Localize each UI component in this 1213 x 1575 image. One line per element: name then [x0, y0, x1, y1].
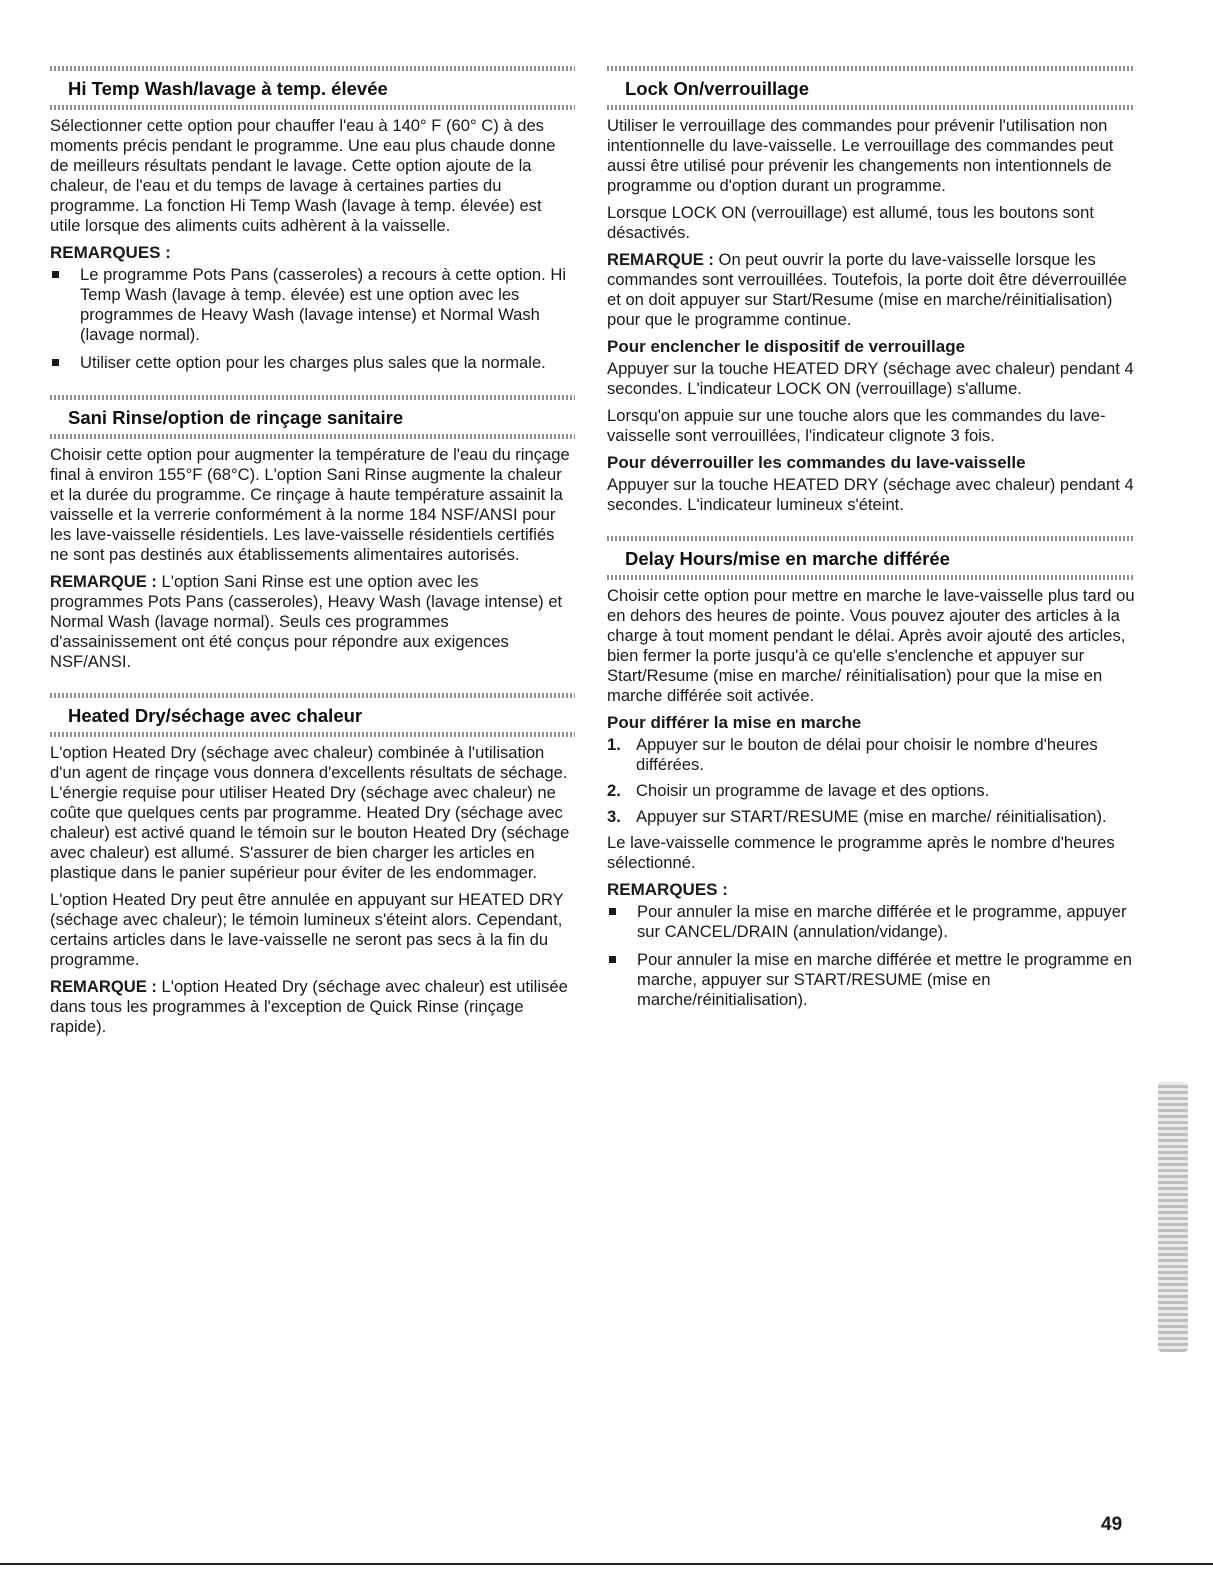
list-item	[607, 735, 1135, 775]
paragraph: Choisir cette option pour mettre en marche le lave-vaisselle plus tard ou en dehors des heures de pointe. Vous pouvez ajouter des articles à la charge à tout moment pendant le délai. Après avoir ajouté des articles, bien fermer la porte jusqu'à ce qu'elle s'enclenche et appuyer sur Start/Resume (mise en marche/ réinitialisation) pour que la mise en marche différée soit activée.	[607, 586, 1135, 705]
right-column	[607, 66, 1135, 1018]
paragraph: Appuyer sur la touche HEATED DRY (séchage avec chaleur) pendant 4 secondes. L'indicateur lumineux s'éteint.	[607, 475, 1134, 514]
list-item-text: Pour annuler la mise en marche différée et mettre le programme en marche, appuyer sur START/RESUME (mise en marche/réinitialisation).	[637, 950, 1132, 1009]
note-paragraph	[50, 977, 575, 1037]
list-item-text: Utiliser cette option pour les charges plus sales que la normale.	[80, 353, 546, 372]
note-text: L'option Sani Rinse est une option avec les programmes Pots Pans (casseroles), Heavy Wash (lavage intense) et Normal Wash (lavage normal). Seuls ces programmes d'assainissement ont été conçus pour répondre aux exigences NSF/ANSI.	[50, 572, 563, 671]
notes-heading: REMARQUES :	[50, 243, 171, 262]
list-item	[607, 807, 1135, 827]
section-rule-bottom	[607, 575, 1135, 580]
section-header-heated-dry	[50, 693, 575, 737]
paragraph: Appuyer sur la touche HEATED DRY (séchage avec chaleur) pendant 4 secondes. L'indicateur LOCK ON (verrouillage) s'allume.	[607, 359, 1134, 398]
notes-list	[50, 265, 575, 373]
section-rule-top	[50, 693, 575, 698]
section-rule-top	[607, 66, 1135, 71]
list-item-text: Pour annuler la mise en marche différée et le programme, appuyer sur CANCEL/DRAIN (annulation/vidange).	[637, 902, 1127, 941]
notes-heading: REMARQUES :	[607, 880, 728, 899]
section-rule-bottom	[50, 732, 575, 737]
list-item-text: Le programme Pots Pans (casseroles) a recours à cette option. Hi Temp Wash (lavage à temp. élevée) est une option avec les programmes de Heavy Wash (lavage intense) et Normal Wash (lavage normal).	[80, 265, 567, 344]
paragraph: Sélectionner cette option pour chauffer l'eau à 140° F (60° C) à des moments précis pendant le programme. Une eau plus chaude donne de meilleurs résultats pendant le lavage. Cette option ajoute de la chaleur, de l'eau et du temps de lavage à certaines parties du programme. La fonction Hi Temp Wash (lavage à temp. élevée) est utile lorsque des aliments cuits adhèrent à la vaisselle.	[50, 116, 556, 235]
subheading-delay: Pour différer la mise en marche	[607, 713, 862, 732]
step-number: 3.	[607, 807, 621, 826]
list-item	[607, 902, 1135, 942]
list-item	[607, 781, 1135, 801]
section-title: Heated Dry/séchage avec chaleur	[68, 705, 363, 726]
note-label: REMARQUE :	[607, 250, 714, 269]
step-number: 1.	[607, 735, 621, 754]
steps-list	[607, 735, 1135, 827]
list-item-text: Appuyer sur le bouton de délai pour choisir le nombre d'heures différées.	[636, 735, 1098, 774]
notes-list	[607, 902, 1135, 1010]
section-rule-top	[50, 66, 575, 71]
list-item-text: Choisir un programme de lavage et des options.	[636, 781, 990, 800]
section-header-hi-temp-wash	[50, 66, 575, 110]
list-item	[50, 353, 575, 373]
bullet-square-icon	[52, 271, 59, 278]
bullet-square-icon	[609, 956, 616, 963]
note-paragraph	[50, 572, 575, 672]
section-header-delay-hours	[607, 536, 1135, 580]
bullet-square-icon	[52, 359, 59, 366]
note-text: L'option Heated Dry (séchage avec chaleur) est utilisée dans tous les programmes à l'exception de Quick Rinse (rinçage rapide).	[50, 977, 568, 1036]
paragraph: Choisir cette option pour augmenter la température de l'eau du rinçage final à environ 155°F (68°C). L'option Sani Rinse augmente la chaleur et la durée du programme. Ce rinçage à haute température assainit la vaisselle et la verrerie conformément à la norme 184 NSF/ANSI pour les lave-vaisselle résidentiels. Les lave-vaisselle résidentiels certifiés ne sont pas destinés aux établissements alimentaires autorisés.	[50, 445, 570, 564]
paragraph: Le lave-vaisselle commence le programme après le nombre d'heures sélectionné.	[607, 833, 1115, 872]
section-title: Hi Temp Wash/lavage à temp. élevée	[68, 78, 388, 99]
step-number: 2.	[607, 781, 621, 800]
paragraph: Lorsqu'on appuie sur une touche alors que les commandes du lave-vaisselle sont verrouillées, l'indicateur clignote 3 fois.	[607, 406, 1106, 445]
list-item	[50, 265, 575, 345]
section-title: Sani Rinse/option de rinçage sanitaire	[68, 407, 404, 428]
subheading-unlock: Pour déverrouiller les commandes du lave-vaisselle	[607, 453, 1026, 472]
section-rule-bottom	[50, 105, 575, 110]
paragraph: Lorsque LOCK ON (verrouillage) est allumé, tous les boutons sont désactivés.	[607, 203, 1094, 242]
bullet-square-icon	[609, 908, 616, 915]
section-title: Lock On/verrouillage	[625, 78, 810, 99]
bottom-rule	[0, 1563, 1213, 1565]
list-item-text: Appuyer sur START/RESUME (mise en marche/ réinitialisation).	[636, 807, 1107, 826]
section-title: Delay Hours/mise en marche différée	[625, 548, 950, 569]
left-column	[50, 66, 575, 1044]
note-label: REMARQUE :	[50, 572, 157, 591]
note-paragraph	[607, 250, 1135, 330]
section-header-lock-on	[607, 66, 1135, 110]
paragraph: L'option Heated Dry peut être annulée en appuyant sur HEATED DRY (séchage avec chaleur); le témoin lumineux s'éteint alors. Cependant, certains articles dans le lave-vaisselle ne seront pas secs à la fin du programme.	[50, 890, 564, 969]
list-item	[607, 950, 1135, 1010]
scan-edge-mark	[1158, 1082, 1188, 1352]
section-rule-top	[607, 536, 1135, 541]
paragraph: Utiliser le verrouillage des commandes pour prévenir l'utilisation non intentionnelle du lave-vaisselle. Le verrouillage des commandes peut aussi être utilisé pour prévenir les changements non intentionnels de programme ou d'option durant un programme.	[607, 116, 1114, 195]
note-text: On peut ouvrir la porte du lave-vaisselle lorsque les commandes sont verrouillées. Toutefois, la porte doit être déverrouillée et on doit appuyer sur Start/Resume (mise en marche/réinitialisation) pour que le programme continue.	[607, 250, 1127, 329]
page-number: 49	[1101, 1514, 1123, 1535]
section-rule-top	[50, 395, 575, 400]
paragraph: L'option Heated Dry (séchage avec chaleur) combinée à l'utilisation d'un agent de rinçage vous donnera d'excellents résultats de séchage. L'énergie requise pour utiliser Heated Dry (séchage avec chaleur) ne coûte que quelques cents par programme. Heated Dry (séchage avec chaleur) est activé quand le témoin sur le bouton Heated Dry (séchage avec chaleur) est allumé. S'assurer de bien charger les articles en plastique dans le panier supérieur pour éviter de les endommager.	[50, 743, 570, 882]
section-rule-bottom	[607, 105, 1135, 110]
subheading-lock: Pour enclencher le dispositif de verrouillage	[607, 337, 966, 356]
section-header-sani-rinse	[50, 395, 575, 439]
section-rule-bottom	[50, 434, 575, 439]
note-label: REMARQUE :	[50, 977, 157, 996]
